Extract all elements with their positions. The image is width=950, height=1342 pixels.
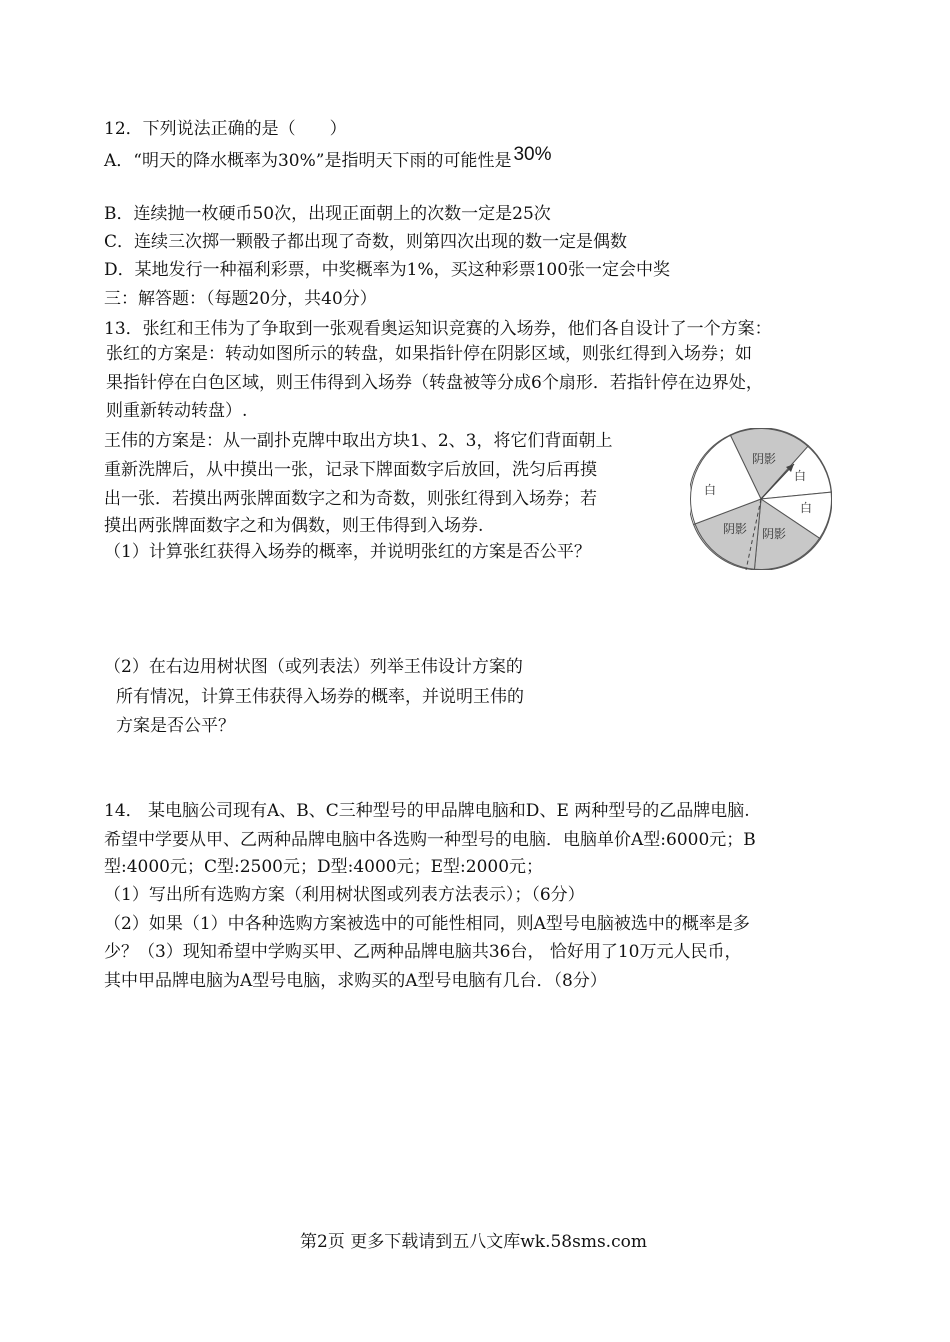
label-white-lower-right: 白 [800, 501, 813, 515]
q13-line-7: 出一张．若摸出两张牌面数字之和为奇数，则张红得到入场券；若 [104, 489, 597, 509]
q13-line-2: 张红的方案是：转动如图所示的转盘，如果指针停在阴影区域，则张红得到入场券；如 [106, 344, 752, 364]
q12-stem: 12．下列说法正确的是（ ） [104, 119, 347, 139]
q12-option-a [104, 144, 552, 172]
q13-part-2-line-1: （2）在右边用树状图（或列表法）列举王伟设计方案的 [104, 657, 523, 677]
spinner-figure [690, 428, 832, 570]
q13-line-1: 13．张红和王伟为了争取到一张观看奥运知识竞赛的入场券，他们各自设计了一个方案： [104, 319, 772, 339]
q13-part-2-line-2: 所有情况，计算王伟获得入场券的概率，并说明王伟的 [116, 687, 524, 707]
q12-option-a-percent: 30% [513, 144, 552, 165]
q12-option-b: B．连续抛一枚硬币50次，出现正面朝上的次数一定是25次 [104, 204, 551, 224]
q14-line-2: 希望中学要从甲、乙两种品牌电脑中各选购一种型号的电脑．电脑单价A型:6000元；B [104, 830, 756, 850]
label-white-upper-right: 白 [794, 469, 807, 483]
q14-line-6: 少？（3）现知希望中学购买甲、乙两种品牌电脑共36台， 恰好用了10万元人民币， [104, 942, 742, 962]
q14-line-1: 14． 某电脑公司现有A、B、C三种型号的甲品牌电脑和D、E 两种型号的乙品牌电脑. [104, 801, 750, 821]
q13-line-3: 果指针停在白色区域，则王伟得到入场券（转盘被等分成6个扇形．若指针停在边界处， [106, 373, 763, 393]
q13-part-1: （1）计算张红获得入场券的概率，并说明张红的方案是否公平？ [104, 542, 591, 562]
page-footer: 第2页 更多下载请到五八文库wk.58sms.com [300, 1232, 647, 1252]
q13-line-5: 王伟的方案是：从一副扑克牌中取出方块1、2、3，将它们背面朝上 [104, 431, 613, 451]
q14-line-4: （1）写出所有选购方案（利用树状图或列表方法表示）；（6分） [104, 885, 585, 905]
section-heading: 三：解答题：（每题20分，共40分） [104, 289, 377, 309]
label-shade-top: 阴影 [752, 452, 777, 466]
label-shade-lower-right: 阴影 [762, 527, 787, 541]
q12-option-d: D．某地发行一种福利彩票，中奖概率为1%，买这种彩票100张一定会中奖 [104, 260, 671, 280]
q13-line-6: 重新洗牌后，从中摸出一张，记录下牌面数字后放回，洗匀后再摸 [104, 460, 597, 480]
q13-line-4: 则重新转动转盘）. [106, 401, 248, 421]
q13-line-8: 摸出两张牌面数字之和为偶数，则王伟得到入场券. [104, 516, 484, 536]
label-white-left: 白 [704, 483, 717, 497]
q14-line-5: （2）如果（1）中各种选购方案被选中的可能性相同，则A型号电脑被选中的概率是多 [104, 914, 750, 934]
q12-option-a-text: A．“明天的降水概率为30%”是指明天下雨的可能性是 [104, 151, 512, 171]
q13-part-2-line-3: 方案是否公平？ [116, 716, 235, 736]
q12-option-c: C．连续三次掷一颗骰子都出现了奇数，则第四次出现的数一定是偶数 [104, 232, 628, 252]
q14-line-7: 其中甲品牌电脑为A型号电脑，求购买的A型号电脑有几台．（8分） [104, 971, 607, 991]
label-shade-lower-left: 阴影 [723, 522, 748, 536]
q14-line-3: 型:4000元；C型:2500元；D型:4000元；E型:2000元； [104, 857, 544, 877]
